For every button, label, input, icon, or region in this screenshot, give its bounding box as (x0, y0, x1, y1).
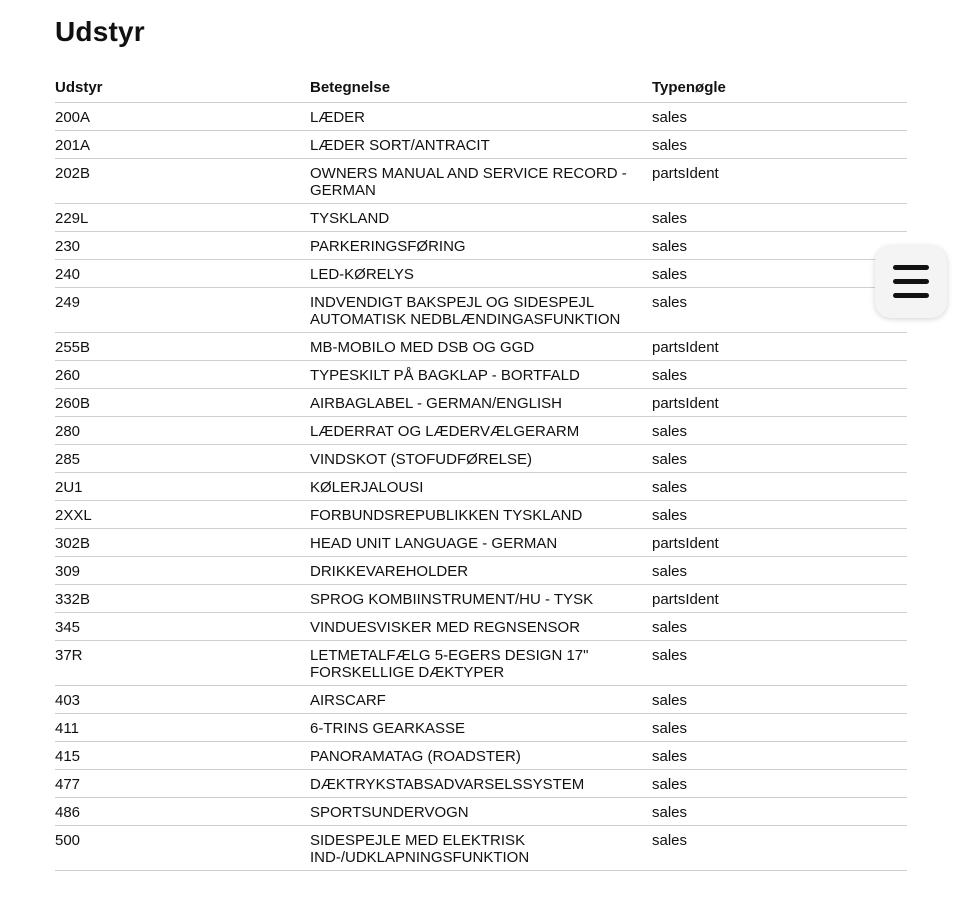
cell-type: partsIdent (652, 159, 907, 204)
cell-type: sales (652, 501, 907, 529)
cell-description: LÆDER (310, 103, 652, 131)
table-row (55, 131, 907, 159)
table-row (55, 798, 907, 826)
cell-description: PARKERINGSFØRING (310, 232, 652, 260)
cell-code: 202B (55, 159, 310, 204)
cell-type: sales (652, 557, 907, 585)
page-title: Udstyr (55, 16, 145, 47)
cell-type: sales (652, 232, 907, 260)
cell-code: 240 (55, 260, 310, 288)
table-row (55, 714, 907, 742)
cell-code: 260B (55, 389, 310, 417)
cell-type: partsIdent (652, 529, 907, 557)
cell-description: LÆDERRAT OG LÆDERVÆLGERARM (310, 417, 652, 445)
cell-type: sales (652, 260, 907, 288)
cell-type: sales (652, 613, 907, 641)
cell-description: DRIKKEVAREHOLDER (310, 557, 652, 585)
cell-code: 285 (55, 445, 310, 473)
cell-code: 260 (55, 361, 310, 389)
table-row (55, 742, 907, 770)
cell-code: 2U1 (55, 473, 310, 501)
table-row (55, 103, 907, 131)
cell-description: 6-TRINS GEARKASSE (310, 714, 652, 742)
table-row (55, 288, 907, 333)
table-row (55, 501, 907, 529)
cell-code: 201A (55, 131, 310, 159)
cell-description: MB-MOBILO MED DSB OG GGD (310, 333, 652, 361)
column-header-udstyr: Udstyr (55, 76, 310, 103)
cell-type: partsIdent (652, 585, 907, 613)
menu-button[interactable] (875, 246, 947, 318)
table-header-row (55, 76, 907, 103)
table-row (55, 389, 907, 417)
table-row (55, 445, 907, 473)
cell-description: INDVENDIGT BAKSPEJL OG SIDESPEJL AUTOMATISK NEDBLÆNDINGASFUNKTION (310, 288, 652, 333)
table-row (55, 529, 907, 557)
cell-code: 200A (55, 103, 310, 131)
cell-code: 500 (55, 826, 310, 871)
table-body (55, 103, 907, 871)
cell-type: sales (652, 742, 907, 770)
cell-code: 255B (55, 333, 310, 361)
cell-description: FORBUNDSREPUBLIKKEN TYSKLAND (310, 501, 652, 529)
cell-type: sales (652, 686, 907, 714)
cell-code: 477 (55, 770, 310, 798)
cell-description: DÆKTRYKSTABSADVARSELSSYSTEM (310, 770, 652, 798)
cell-type: sales (652, 288, 907, 333)
cell-type: sales (652, 204, 907, 232)
cell-code: 229L (55, 204, 310, 232)
table-row (55, 473, 907, 501)
cell-code: 309 (55, 557, 310, 585)
cell-code: 411 (55, 714, 310, 742)
cell-type: sales (652, 417, 907, 445)
cell-type: partsIdent (652, 333, 907, 361)
cell-code: 280 (55, 417, 310, 445)
cell-type: partsIdent (652, 389, 907, 417)
table-row (55, 232, 907, 260)
cell-type: sales (652, 714, 907, 742)
cell-code: 415 (55, 742, 310, 770)
cell-code: 332B (55, 585, 310, 613)
cell-description: AIRBAGLABEL - GERMAN/ENGLISH (310, 389, 652, 417)
table-row (55, 641, 907, 686)
table-row (55, 361, 907, 389)
table-row (55, 333, 907, 361)
cell-code: 403 (55, 686, 310, 714)
cell-code: 486 (55, 798, 310, 826)
cell-description: LÆDER SORT/ANTRACIT (310, 131, 652, 159)
cell-description: AIRSCARF (310, 686, 652, 714)
cell-type: sales (652, 445, 907, 473)
cell-description: OWNERS MANUAL AND SERVICE RECORD - GERMAN (310, 159, 652, 204)
table-row (55, 260, 907, 288)
cell-description: SPORTSUNDERVOGN (310, 798, 652, 826)
cell-description: HEAD UNIT LANGUAGE - GERMAN (310, 529, 652, 557)
cell-type: sales (652, 103, 907, 131)
column-header-betegnelse: Betegnelse (310, 76, 652, 103)
table-row (55, 686, 907, 714)
cell-description: LETMETALFÆLG 5-EGERS DESIGN 17" FORSKELLIGE DÆKTYPER (310, 641, 652, 686)
column-header-typenoegle: Typenøgle (652, 76, 907, 103)
cell-description: SIDESPEJLE MED ELEKTRISK IND-/UDKLAPNINGSFUNKTION (310, 826, 652, 871)
table-row (55, 826, 907, 871)
cell-description: VINDUESVISKER MED REGNSENSOR (310, 613, 652, 641)
table-row (55, 557, 907, 585)
table-row (55, 585, 907, 613)
table-row (55, 770, 907, 798)
cell-description: PANORAMATAG (ROADSTER) (310, 742, 652, 770)
cell-description: LED-KØRELYS (310, 260, 652, 288)
cell-type: sales (652, 473, 907, 501)
cell-type: sales (652, 361, 907, 389)
cell-type: sales (652, 641, 907, 686)
cell-code: 2XXL (55, 501, 310, 529)
equipment-table (55, 76, 907, 871)
table-row (55, 204, 907, 232)
table-row (55, 417, 907, 445)
cell-description: TYSKLAND (310, 204, 652, 232)
table-row (55, 159, 907, 204)
cell-type: sales (652, 131, 907, 159)
cell-code: 249 (55, 288, 310, 333)
cell-type: sales (652, 770, 907, 798)
cell-description: TYPESKILT PÅ BAGKLAP - BORTFALD (310, 361, 652, 389)
table-row (55, 613, 907, 641)
cell-type: sales (652, 826, 907, 871)
cell-type: sales (652, 798, 907, 826)
cell-code: 37R (55, 641, 310, 686)
cell-code: 230 (55, 232, 310, 260)
cell-description: VINDSKOT (STOFUDFØRELSE) (310, 445, 652, 473)
cell-code: 302B (55, 529, 310, 557)
hamburger-menu-icon (893, 265, 929, 299)
cell-code: 345 (55, 613, 310, 641)
cell-description: KØLERJALOUSI (310, 473, 652, 501)
cell-description: SPROG KOMBIINSTRUMENT/HU - TYSK (310, 585, 652, 613)
